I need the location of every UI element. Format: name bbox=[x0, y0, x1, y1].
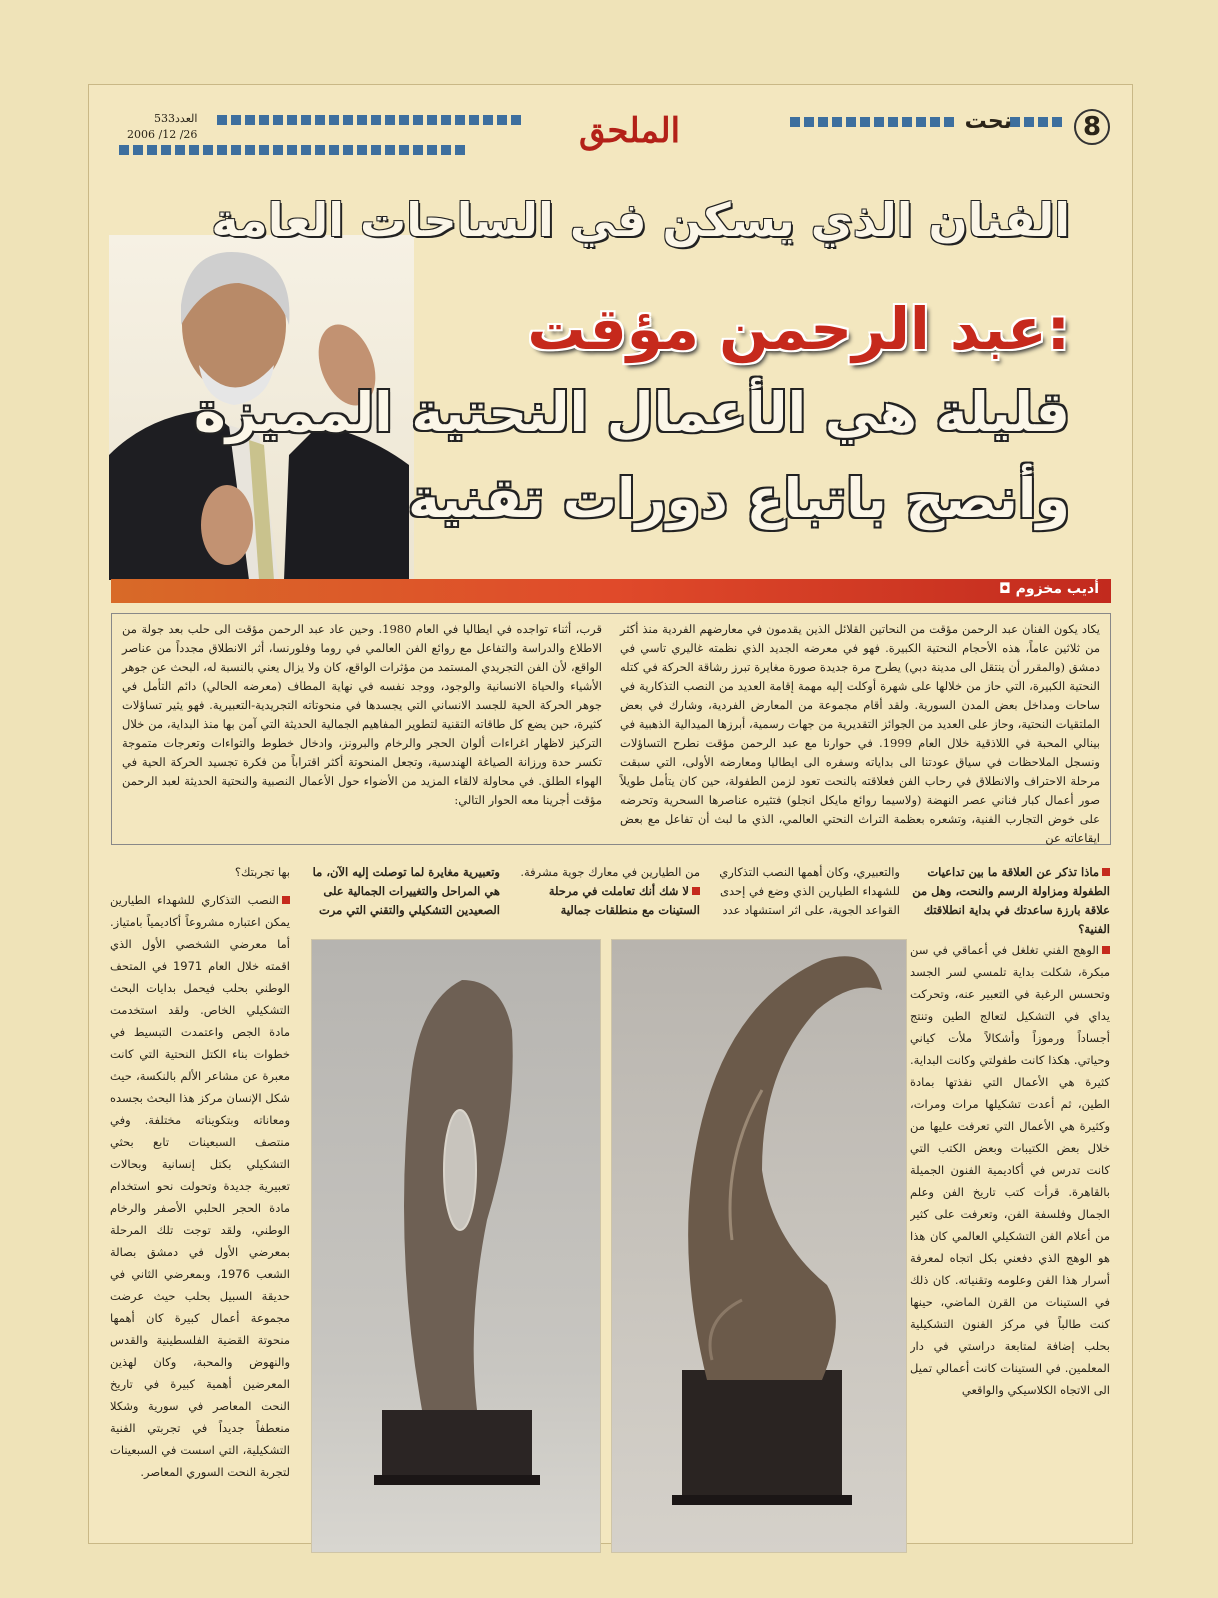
issue-info bbox=[127, 111, 197, 143]
header-squares-left-lower bbox=[119, 145, 465, 155]
sculpture-photo-2 bbox=[311, 939, 601, 1553]
sculpture-photo-1 bbox=[611, 939, 907, 1553]
headline-line-1: الفنان الذي يسكن في الساحات العامة bbox=[211, 193, 1070, 247]
page-number: 8 bbox=[1074, 109, 1110, 145]
headline-line-2: عبد الرحمن مؤقت: bbox=[527, 295, 1070, 363]
question-1: ماذا تذكر عن العلاقة ما بين تداعيات الطفولة ومزاولة الرسم والنحت، وهل من علاقة بارزة ساعدتك في بداية انطلاقتك الفنية؟ bbox=[912, 865, 1110, 936]
headline-line-4: وأنصح باتباع دورات تقنية bbox=[407, 467, 1070, 530]
question-2: من الطيارين في معارك جوية مشرفة. لا شك أنك تعاملت في مرحلة الستينات مع منطلقات جمالية bbox=[520, 865, 700, 917]
headline-line-3: قليلة هي الأعمال النحتية المميزة bbox=[193, 381, 1070, 444]
page-header bbox=[89, 85, 1132, 165]
answer-column-4: النصب التذكاري للشهداء الطيارين يمكن اعتباره مشروعاً أكاديمياً بامتياز. أما معرضي الشخصي الأول الذي اقمته خلال العام 1971 في المتحف الوطني بحلب فيحمل بدايات البحث التشكيلي الخاص. ولقد استخدمت مادة الجص واعتمدت التبسيط في خطوات بناء الكتل النحتية التي كانت معبرة عن مشاعر الألم بالنكسة، حيث شكل الإنسان مركز هذا البحث بجسده ومعاناته وبتكويناته مختلفة. وفي منتصف السبعينات تابع بحثي التشكيلي بكتل إنسانية وبحالات تعبيرية جديدة وتحولت نحو استخدام مادة الحجر الحلبي الأصفر والرخام الوطني، ولقد توجت تلك المرحلة بمعرضي الأول في دمشق بصالة الشعب 1976، وبمعرضي الثاني في حديقة السبيل بحلب حيث عرضت مجموعة أعمال كبيرة كان أهمها منحوتة القضية الفلسطينية والقدس والنهوض والمحبة، وكان لهذين المعرضين أهمية كبيرة في تاريخ النحت المعاصر في سورية وشكلا منعطفاً جديداً في تجربتي الفنية التشكيلية، التي اسست في السبعينات لتجربة النحت السوري المعاصر. bbox=[110, 893, 290, 1479]
author-name: أديب مخزوم bbox=[1015, 581, 1099, 597]
intro-box bbox=[111, 613, 1111, 845]
header-squares-mid bbox=[790, 117, 954, 127]
bullet-icon bbox=[282, 896, 290, 904]
intro-column-right: يكاد يكون الفنان عبد الرحمن مؤقت من النحاتين القلائل الذين يقدمون في معارضهم الفردية منذ أكثر من ثلاثين عاماً، هذه الأحجام النحتية الكبيرة. فهو في معرضه الجديد الذي نظمته غاليري تاسي في دمشق (والمقرر أن ينتقل الى مدينة دبي) يطرح مرة جديدة صورة مغايرة تبرز رشاقة الحركة في كتله النحتية الكبيرة، التي حاز من خلالها على شهرة أوكلت إليه مهمة إقامة العديد من النصب التذكارية في ساحات ومداخل بعض المدن السورية. ولقد أقام مجموعة من المعارض الفردية، وشارك في بعض الملتقيات النحتية، وحاز على العديد من الجوائز التقديرية من جهات رسمية، أبرزها الميدالية الذهبية في بينالي المحبة في اللاذقية خلال العام 1999. في حوارنا مع عبد الرحمن مؤقت نطرح التساؤلات ونسجل الملاحظات في سياق عودتنا الى بداياته وسفره الى ايطاليا ومعارضه الأولى، التي سبقت مرحلة الاحتراف والانطلاق في رحاب الفن فعلاقته بالنحت تعود لزمن الطفولة، حين كان يتأمل طويلاً صور أعمال كبار فناني عصر النهضة (ولاسيما روائع مايكل انجلو) فتثيره عناصرها السحرية وتحرضه على خوض التجارب الفنية، وتشعره بعظمة التراث النحتي العالمي، الذي ما لبث أن تفاعل مع بعض ايقاعاته عن bbox=[620, 622, 1101, 845]
byline-bar bbox=[111, 579, 1111, 603]
issue-date: 2006 /12 /26 bbox=[127, 128, 198, 141]
header-squares-right bbox=[1010, 117, 1062, 127]
section-name: نحت bbox=[964, 109, 1012, 134]
header-squares-left bbox=[217, 115, 521, 125]
question-1-cont: والتعبيري، وكان أهمها النصب التذكاري للشهداء الطيارين الذي وضع في إحدى القواعد الجوية، على اثر استشهاد عدد bbox=[719, 865, 900, 917]
question-3-lead: بها تجربتك؟ bbox=[234, 865, 290, 879]
author-byline: ◘ أديب مخزوم bbox=[998, 581, 1099, 597]
intro-column-left: قرب، أثناء تواجده في ايطاليا في العام 1980. وحين عاد عبد الرحمن مؤقت الى حلب بعد جولة من الاطلاع والدراسة والتفاعل مع روائع الفن العالمي في روما وفلورنسا، أثر الانطلاق مجدداً من عناصر الواقع، لأن الفن التجريدي المستمد من مؤثرات الواقع، كان ولا يزال يعني بالنسبة له، البحث عن جوهر الأشياء والحياة الانسانية والوجود، ووجد نفسه في نهاية المطاف (معرضه الحالي) دائم التأمل في جوهر الحركة الحية للجسد الانساني التي يجسدها في منحوتاته التجريدية-التعبيرية. فهو يثير تساؤلات كثيرة، حين يضع كل طاقاته التقنية لتطوير المفاهيم الجمالية الحديثة التي آمن بها منذ البداية، من خلال التركيز لاظهار اغراءات ألوان الحجر والرخام والبرونز، وادخال خطوط والتواءات وتعرجات متموجة تكسر حدة ورزانة الصياغة الهندسية، وتجعل المنحوتة أكثر اقتراباً من فكرة تجسيد الحركة الحية في الهواء الطلق. في محاولة لالقاء المزيد من الأضواء حول الأعمال النصبية والنحتية الحديثة لعبد الرحمن مؤقت أجرينا معه الحوار التالي: bbox=[122, 622, 602, 807]
publication-logo: الملحق bbox=[579, 111, 681, 151]
question-2-cont: وتعبيرية مغايرة لما توصلت إليه الآن، ما هي المراحل والتغييرات الجمالية على الصعيدين التشكيلي والتقني التي مرت bbox=[312, 865, 500, 917]
answer-column-1: الوهج الفني تغلغل في أعماقي في سن مبكرة، شكلت بداية تلمسي لسر الجسد وتحسس الرغبة في التعبير عنه، وتحركت يداي في التشكيل لتعالج الطين وتنتج أجساداً ورموزاً وأشكالاً ملأت كياني وحياتي. هكذا كانت طفولتي وكانت البداية. كثيرة هي الأعمال التي نفذتها بمادة الطين، ثم أعدت تشكيلها مرات ومرات، وكثيرة هي الأعمال التي تعرفت عليها من خلال بعض الكتيبات وبعض الكتب التي كانت تدرس في أكاديمية الفنون الجميلة بالقاهرة. قرأت كتب تاريخ الفن وعلم الجمال وفلسفة الفن، وتعرفت على كثير من أعلام الفن التشكيلي العالمي كان هذا هو الوهج الذي دفعني بكل اتجاه لمعرفة أسرار هذا الفن وعلومه وتقنياته. كان ذلك في الستينات من القرن الماضي، حينها كنت طالباً في مركز الفنون التشكيلية بحلب إضافة لمتابعة دراستي في دار المعلمين. في الستينات كانت أعمالي تميل الى الاتجاه الكلاسيكي والواقعي bbox=[910, 943, 1110, 1397]
bullet-icon bbox=[692, 887, 700, 895]
newspaper-page bbox=[88, 84, 1133, 1544]
bullet-icon bbox=[1102, 946, 1110, 954]
bullet-icon bbox=[1102, 868, 1110, 876]
issue-number: العدد533 bbox=[154, 112, 198, 125]
